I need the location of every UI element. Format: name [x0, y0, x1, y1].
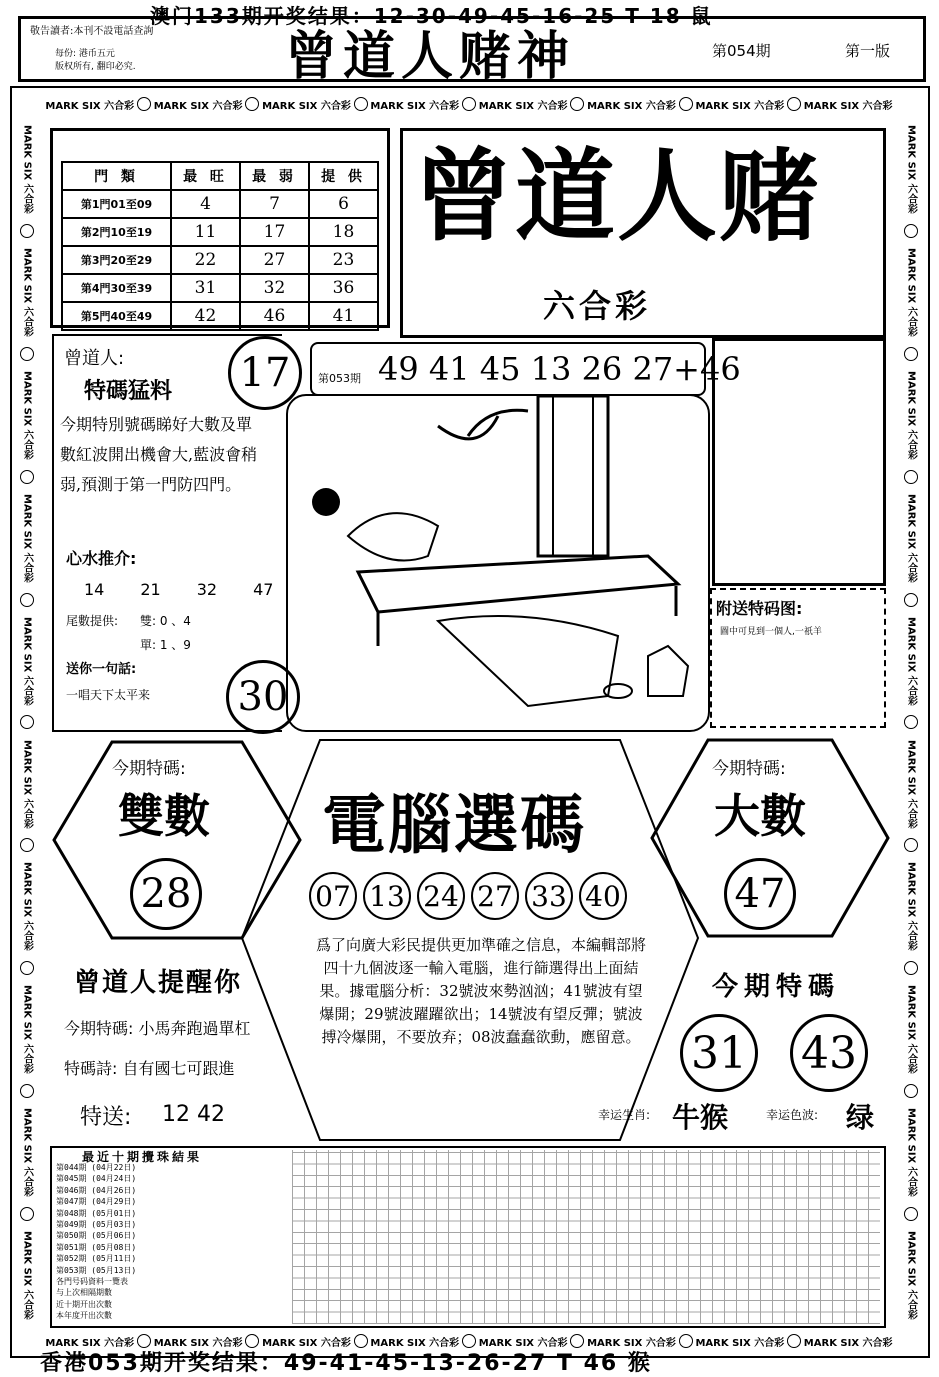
table-row: 第052期 (05月11日) [56, 1254, 137, 1264]
table-row: 第3門20至29 22 27 23 [62, 246, 378, 274]
flower-icon [20, 838, 34, 852]
table-row: 第048期 (05月01日) [56, 1208, 137, 1218]
price: 每份: 港币五元 [55, 49, 115, 59]
flower-icon [20, 593, 34, 607]
masthead: 曾道人赌神 [285, 26, 576, 87]
table-row: 第049期 (05月03日) [56, 1220, 137, 1230]
flower-icon [904, 470, 918, 484]
tail-even: 雙: 0 、4 [140, 614, 191, 628]
table-row: 第045期 (04月24日) [56, 1174, 137, 1184]
border-bottom: MARK SIX 六合彩 MARK SIX 六合彩 MARK SIX 六合彩 MARK SIX 六合彩 MARK SIX 六合彩 MARK SIX 六合彩 MARK SIX 六合彩 MARK SIX 六合彩 [44, 1330, 894, 1352]
flower-icon [354, 97, 368, 111]
reminder-special-numbers: 12 42 [162, 1102, 225, 1127]
computer-number: 24 [417, 872, 465, 920]
issue-number: 第054期 [712, 42, 771, 60]
table-row: 近十期开出次數 [56, 1299, 112, 1309]
last-issue-box [310, 342, 741, 396]
top-banner: 澳门133期开奖结果：12-30-49-45-16-25 T 18 鼠 [150, 4, 713, 28]
edition: 第一版 [845, 42, 891, 60]
doors-header: 最 旺 [171, 162, 240, 190]
doors-header: 最 弱 [240, 162, 309, 190]
flower-icon [904, 715, 918, 729]
flower-icon [20, 1084, 34, 1098]
flower-icon [462, 97, 476, 111]
logo-title: 曾道人赌 [413, 137, 821, 255]
table-row: 第5門40至49 42 46 41 [62, 302, 378, 330]
flower-icon [20, 347, 34, 361]
tail-label: 尾數提供: [66, 614, 119, 628]
border-right: MARK SIX 六合彩 MARK SIX 六合彩 MARK SIX 六合彩 MARK SIX 六合彩 MARK SIX 六合彩 MARK SIX 六合彩 MARK SIX 六合彩 MARK SIX 六合彩 MARK SIX 六合彩 MARK SIX 六合彩 [905, 125, 917, 1320]
flower-icon [20, 470, 34, 484]
table-row: 第051期 (05月08日) [56, 1242, 137, 1252]
left-hex-number: 28 [130, 858, 202, 930]
computer-text: 爲了向廣大彩民提供更加準確之信息，本編輯部將四十九個波逐一輸入電腦，進行篩選得出上面結果。據電腦分析：32號波來勢汹汹；41號波有望爆開；29號波躍躍欲出；14號波有望反彈；號波搏冷爆開，不要放弃；08波蠢蠢欲動，應留意。 [316, 936, 647, 1046]
table-row: 第050期 (05月06日) [56, 1231, 137, 1241]
table-row: 本年度开出次數 [56, 1311, 112, 1321]
reminder-line1: 今期特碼: 小馬奔跑過單杠 [64, 1019, 251, 1038]
table-row: 第053期 (05月13日) [56, 1265, 137, 1275]
last-issue-label: 第053期 [318, 372, 361, 385]
reminder-line2: 特碼詩: 自有國七可跟進 [64, 1059, 235, 1078]
heart-label: 心水推介: [66, 549, 137, 568]
computer-number: 07 [309, 872, 357, 920]
table-row: 第047期 (04月29日) [56, 1197, 137, 1207]
computer-number: 27 [471, 872, 519, 920]
border-left: MARK SIX 六合彩 MARK SIX 六合彩 MARK SIX 六合彩 MARK SIX 六合彩 MARK SIX 六合彩 MARK SIX 六合彩 MARK SIX 六合彩 MARK SIX 六合彩 MARK SIX 六合彩 MARK SIX 六合彩 [21, 125, 33, 1320]
tips-heading: 特碼猛料 [84, 379, 173, 404]
doors-box [50, 128, 390, 328]
computer-number: 40 [579, 872, 627, 920]
reminder-special-label: 特送: [80, 1105, 132, 1130]
table-row: 第4門30至39 31 32 36 [62, 274, 378, 302]
heart-numbers: 14 21 32 47 [84, 580, 274, 599]
flower-icon [904, 1207, 918, 1221]
right-hex-value: 大數 [714, 789, 806, 843]
special-image-label: 附送特码图: [716, 599, 803, 618]
right-hex-title: 今期特碼: [712, 759, 786, 779]
right-hex-number: 47 [724, 858, 796, 930]
logo-subtitle: 六合彩 [543, 287, 652, 325]
illustration [286, 394, 710, 732]
computer-numbers [306, 872, 630, 920]
table-row: 第044期 (04月22日) [56, 1163, 137, 1172]
flower-icon [20, 224, 34, 238]
flower-icon [245, 97, 259, 111]
table-row: 第046期 (04月26日) [56, 1185, 137, 1195]
right-special-title: 今期特碼 [712, 972, 841, 1002]
flower-icon [904, 838, 918, 852]
color-label: 幸运色波: [766, 1108, 819, 1122]
flower-icon [904, 224, 918, 238]
flower-icon [904, 961, 918, 975]
results-title: 最近十期攪珠結果 [82, 1150, 203, 1164]
computer-title: 電腦選碼 [322, 788, 586, 863]
tips-body: 今期特別號碼睇好大數及單數紅波開出機會大,藍波會稍弱,預測于第一門防四門。 [60, 415, 258, 494]
flower-icon [20, 1207, 34, 1221]
computer-number: 33 [525, 872, 573, 920]
flower-icon [787, 1334, 801, 1348]
flower-icon [904, 1084, 918, 1098]
results-box [50, 1146, 886, 1328]
doors-header: 提 供 [309, 162, 378, 190]
tips-author: 曾道人: [64, 348, 125, 369]
tips-circle-bottom: 30 [226, 660, 300, 734]
doors-header: 門 類 [62, 162, 171, 190]
flower-icon [904, 347, 918, 361]
notice: 敬告讀者:本刊不設電話查詢 [30, 26, 154, 37]
flower-icon [787, 97, 801, 111]
zodiac-label: 幸运生肖: [598, 1108, 651, 1122]
special-image-caption: 圖中可見到一個人,一祇羊 [720, 627, 822, 637]
flower-icon [679, 97, 693, 111]
tail-odd: 單: 1 、9 [140, 638, 191, 652]
left-hex-title: 今期特碼: [112, 759, 186, 779]
border-top: MARK SIX 六合彩 MARK SIX 六合彩 MARK SIX 六合彩 MARK SIX 六合彩 MARK SIX 六合彩 MARK SIX 六合彩 MARK SIX 六合彩 MARK SIX 六合彩 [44, 92, 894, 116]
doors-table [61, 161, 379, 331]
table-row: 各門号码資料一覽表 [56, 1277, 128, 1287]
results-rows [56, 1162, 136, 1322]
copyright: 版权所有, 翻印必究. [55, 62, 136, 72]
table-row: 第1門01至09 4 7 6 [62, 190, 378, 218]
zodiac-value: 牛猴 [672, 1101, 729, 1134]
flower-icon [904, 593, 918, 607]
flower-icon [20, 961, 34, 975]
special-image-caption-box [710, 588, 886, 728]
color-value: 绿 [846, 1101, 875, 1134]
illustration-drawing [288, 396, 708, 730]
footer-banner: 香港053期开奖结果：49-41-45-13-26-27 T 46 猴 [40, 1351, 652, 1376]
left-hex-value: 雙數 [118, 789, 210, 843]
flower-icon [570, 97, 584, 111]
special-image-box [712, 338, 886, 586]
phrase-label: 送你一句話: [66, 662, 137, 677]
computer-number: 13 [363, 872, 411, 920]
table-row: 第2門10至19 11 17 18 [62, 218, 378, 246]
logo-box [400, 128, 886, 338]
flower-icon [20, 715, 34, 729]
tips-circle-top: 17 [228, 336, 302, 410]
flower-icon [137, 97, 151, 111]
table-row: 与上次相隔期數 [56, 1288, 112, 1298]
results-grid [292, 1150, 880, 1324]
phrase: 一唱天下太平来 [66, 688, 151, 702]
flower-icon [679, 1334, 693, 1348]
right-special-number: 31 [680, 1014, 758, 1092]
right-special-number: 43 [790, 1014, 868, 1092]
last-issue-numbers: 49 41 45 13 26 27+46 [378, 350, 741, 388]
reminder-title: 曾道人提醒你 [74, 968, 243, 998]
